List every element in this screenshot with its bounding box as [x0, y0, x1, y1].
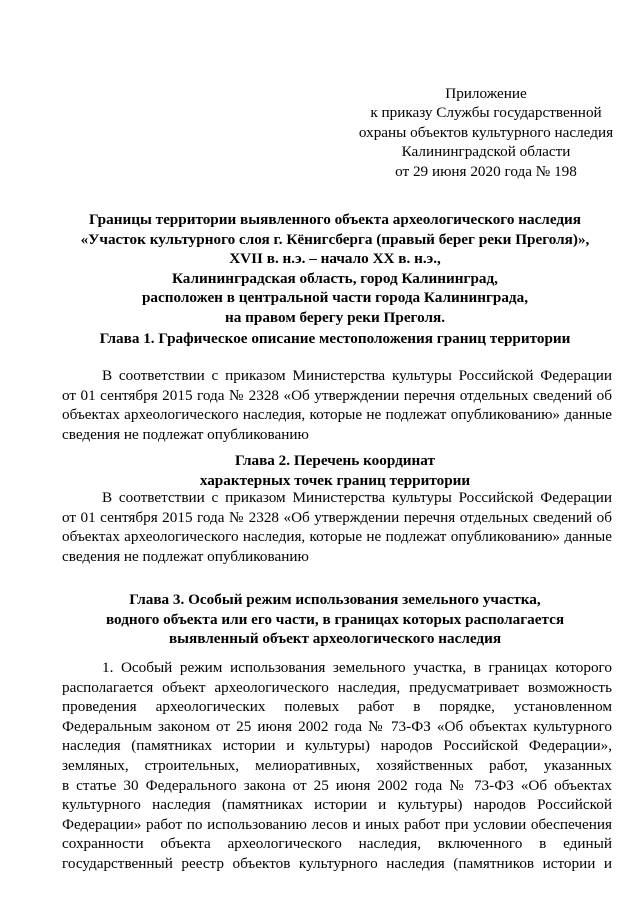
paragraph-line: от 01 сентября 2015 года № 2328 «Об утверждении перечня отдельных сведений об — [62, 508, 612, 526]
paragraph-line: сведения не подлежат опубликованию — [62, 547, 309, 565]
chapter-2-title — [62, 451, 608, 490]
chapter-1-title — [62, 329, 608, 349]
paragraph-line: проведения археологических полевых работ в порядке, установленном — [62, 698, 612, 716]
title-line: «Участок культурного слоя г. Кёнигсберга (правый берег реки Преголя)», — [80, 230, 590, 248]
paragraph-line: наследия (памятниках истории и культуры) народов Российской Федерации», — [62, 737, 612, 755]
title-line: XVII в. н.э. – начало XX в. н.э., — [229, 250, 441, 267]
paragraph-line: располагается объект археологического наследия, предусматривает возможность — [62, 678, 612, 696]
paragraph-line: Федеральным законом от 25 июня 2002 года № 73-ФЗ «Об объектах культурного — [62, 717, 612, 735]
chapter-2-title-line: характерных точек границ территории — [199, 471, 471, 489]
chapter-3-title — [62, 590, 608, 649]
appendix-line: охраны объектов культурного наследия — [358, 123, 614, 141]
chapter-1-paragraph — [62, 366, 612, 444]
chapter-2-title-line: Глава 2. Перечень координат — [235, 452, 435, 469]
chapter-3-title-line: водного объекта или его части, в границах которых располагается — [105, 610, 565, 628]
paragraph-line: 1. Особый режим использования земельного участка, в границах которого — [102, 659, 612, 676]
appendix-line: к приказу Службы государственной — [370, 104, 602, 122]
paragraph-line: Федерации» работ по использованию лесов и иных работ при условии обеспечения — [62, 815, 612, 833]
title-line: на правом берегу реки Преголя. — [224, 308, 446, 326]
paragraph-line: В соответствии с приказом Министерства культуры Российской Федерации — [102, 367, 612, 384]
chapter-2-paragraph — [62, 488, 612, 566]
document-title — [62, 210, 608, 327]
chapter-3-paragraph — [62, 658, 612, 874]
appendix-header — [340, 84, 632, 181]
appendix-line: Приложение — [445, 85, 527, 102]
paragraph-line: от 01 сентября 2015 года № 2328 «Об утверждении перечня отдельных сведений об — [62, 386, 612, 404]
paragraph-line: в статье 30 Федерального закона от 25 июня 2002 года № 73-ФЗ «Об объектах — [62, 776, 612, 794]
chapter-3-title-line: выявленный объект археологического наследия — [168, 630, 502, 647]
chapter-1-title-line: Глава 1. Графическое описание местоположения границ территории — [99, 330, 571, 347]
paragraph-line: объектах археологического наследия, которые не подлежат опубликованию» данные — [62, 406, 612, 424]
title-line: расположен в центральной части города Калининграда, — [141, 289, 529, 306]
paragraph-line: В соответствии с приказом Министерства культуры Российской Федерации — [102, 489, 612, 506]
paragraph-line: государственный реестр объектов культурного наследия (памятников истории и — [62, 854, 612, 872]
appendix-line: от 29 июня 2020 года № 198 — [395, 162, 577, 180]
title-line: Калининградская область, город Калининград, — [172, 269, 498, 287]
paragraph-line: сохранности объекта археологического наследия, включенного в единый — [62, 835, 612, 853]
paragraph-line: культурного наследия (памятниках истории и культуры) народов Российской — [62, 796, 612, 814]
chapter-3-title-line: Глава 3. Особый режим использования земельного участка, — [129, 591, 541, 608]
paragraph-line: сведения не подлежат опубликованию — [62, 425, 309, 443]
title-line: Границы территории выявленного объекта археологического наследия — [88, 211, 582, 228]
paragraph-line: земляных, строительных, мелиоративных, хозяйственных работ, указанных — [62, 756, 612, 774]
appendix-line: Калининградской области — [401, 143, 571, 161]
paragraph-line: объектах археологического наследия, которые не подлежат опубликованию» данные — [62, 528, 612, 546]
